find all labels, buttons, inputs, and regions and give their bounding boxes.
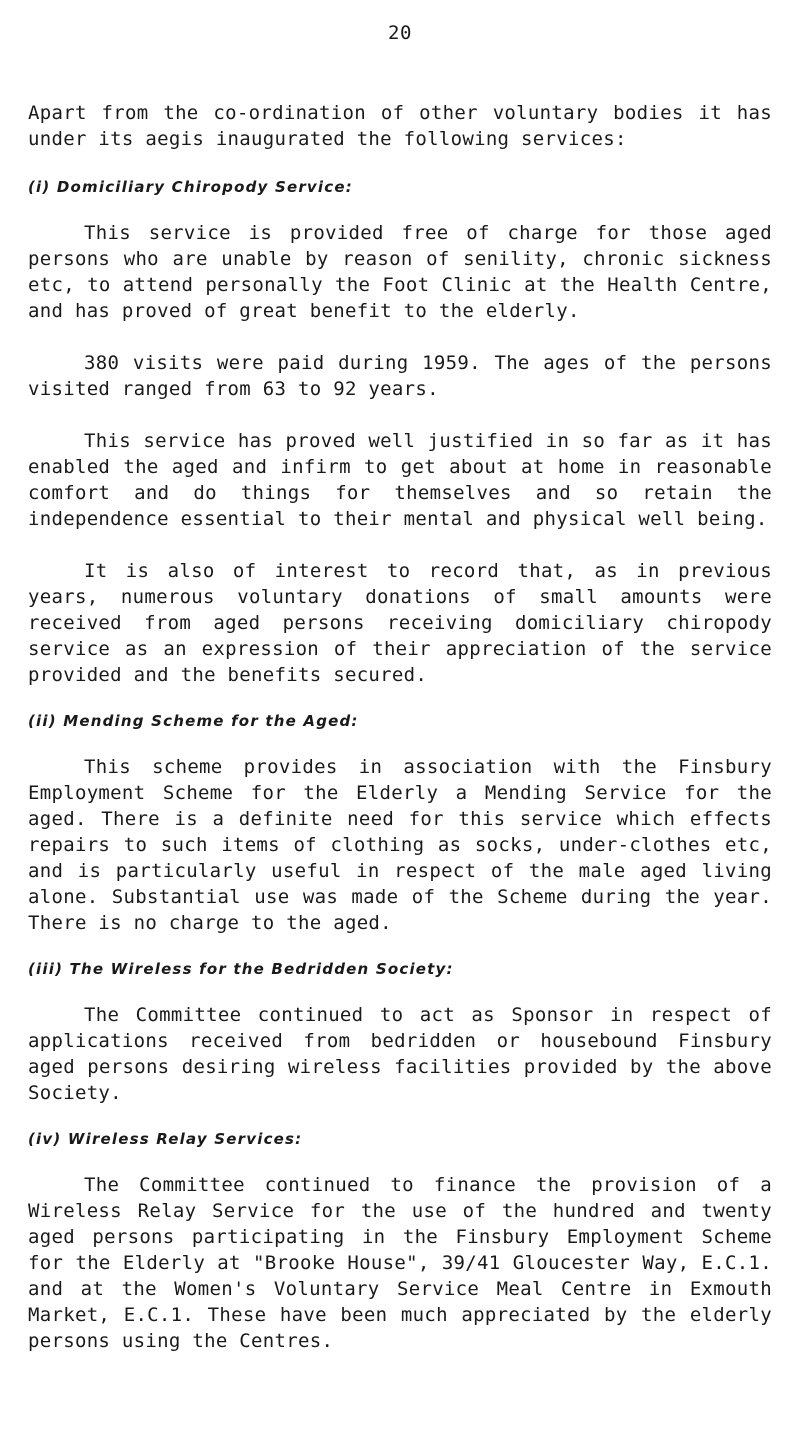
paragraph-wireless-relay-1: The Committee continued to finance the provision of a Wireless Relay Service for the use of the hundred and twenty aged persons participating in the Finsbury Employment Scheme for the Elderly at "Brooke House", 39/41 Gloucester Way, E.C.1. and at the Women's Voluntary Service Meal Centre in Exmouth Market, E.C.1. These have been much appreciated by the elderly persons using the Centres.	[28, 1174, 772, 1352]
section-heading-mending: (ii) Mending Scheme for the Aged:	[28, 712, 359, 730]
paragraph-chiropody-1: This service is provided free of charge for those aged persons who are unable by reason of senility, chronic sickness etc, to attend personally the Foot Clinic at the Health Centre, and has proved of great benefit to the elderly.	[28, 222, 772, 322]
page-number: 20	[388, 22, 412, 44]
paragraph-chiropody-4: It is also of interest to record that, as in previous years, numerous voluntary donations of small amounts were received from aged persons receiving domiciliary chiropody service as an expression of their appreciation of the service provided and the benefits secured.	[28, 560, 772, 686]
paragraph-chiropody-2: 380 visits were paid during 1959. The ages of the persons visited ranged from 63 to 92 years.	[28, 352, 772, 400]
section-heading-chiropody: (i) Domiciliary Chiropody Service:	[28, 178, 353, 196]
paragraph-mending-1: This scheme provides in association with the Finsbury Employment Scheme for the Elderly a Mending Service for the aged. There is a definite need for this service which effects repairs to such items of clothing as socks, under-clothes etc, and is particularly useful in respect of the male aged living alone. Substantial use was made of the Scheme during the year. There is no charge to the aged.	[28, 756, 772, 934]
intro-paragraph: Apart from the co-ordination of other voluntary bodies it has under its aegis inaugurated the following services:	[28, 102, 772, 150]
paragraph-chiropody-3: This service has proved well justified in so far as it has enabled the aged and infirm to get about at home in reasonable comfort and do things for themselves and so retain the independence essential to their mental and physical well being.	[28, 430, 772, 530]
section-heading-bedridden: (iii) The Wireless for the Bedridden Society:	[28, 960, 454, 978]
page-content	[28, 100, 772, 1354]
section-heading-wireless-relay: (iv) Wireless Relay Services:	[28, 1130, 303, 1148]
paragraph-bedridden-1: The Committee continued to act as Sponsor in respect of applications received from bedridden or housebound Finsbury aged persons desiring wireless facilities provided by the above Society.	[28, 1004, 772, 1104]
